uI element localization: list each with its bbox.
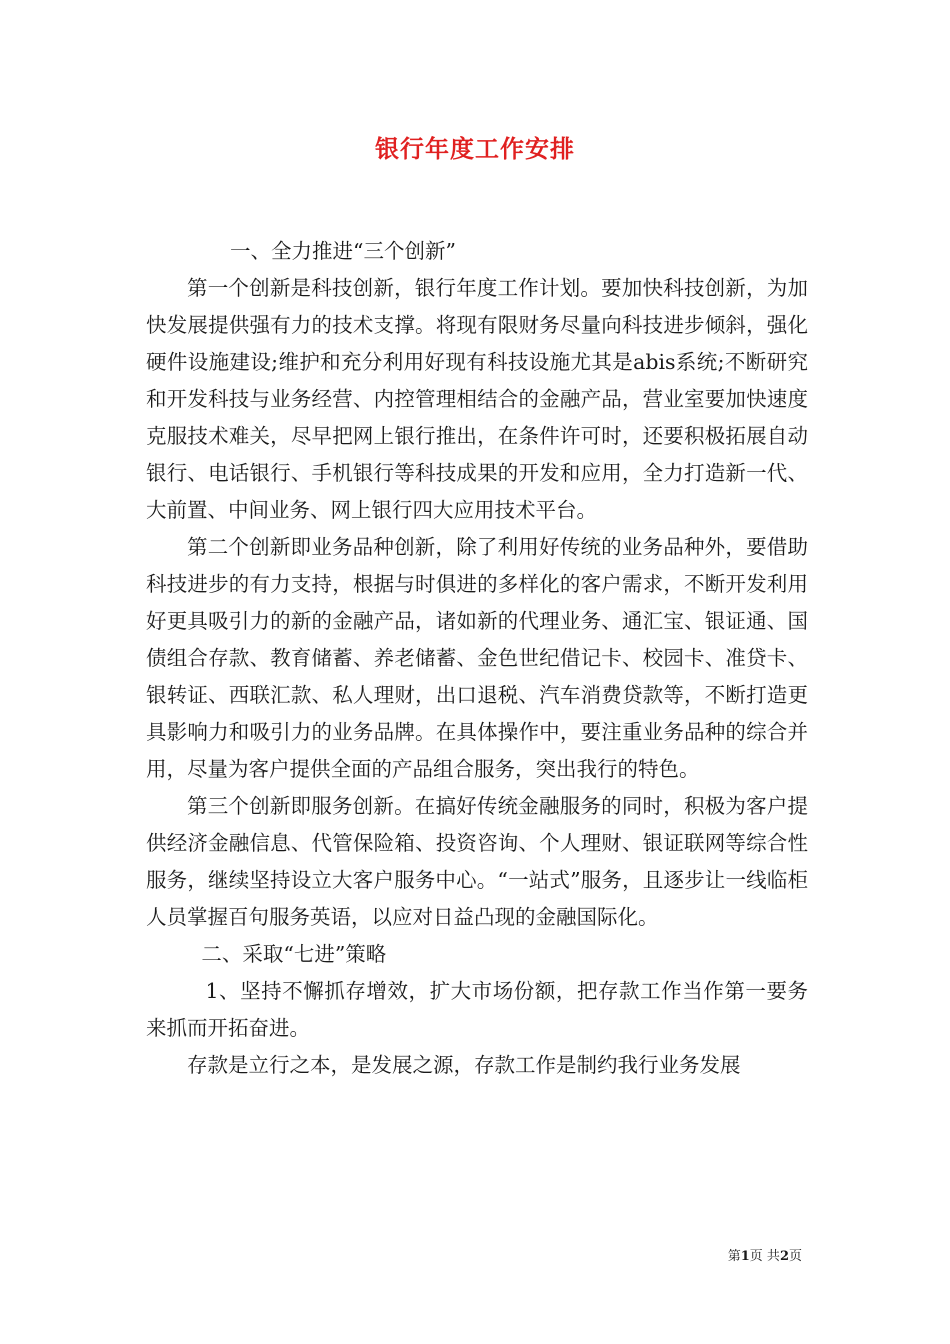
footer-total-pages: 2 (779, 1249, 789, 1264)
document-body (146, 233, 808, 1084)
paragraph: 存款是立行之本，是发展之源，存款工作是制约我行业务发展 (187, 1053, 741, 1077)
page-footer (728, 1248, 802, 1266)
paragraph: 第三个创新即服务创新。在搞好传统金融服务的同时，积极为客户提供经济金融信息、代管保险箱、投资咨询、个人理财、银证联网等综合性服务，继续坚持设立大客户服务中心。“一站式”服务，且逐步让一线临柜人员掌握百句服务英语，以应对日益凸现的金融国际化。 (146, 794, 808, 929)
footer-suffix: 页 (788, 1249, 802, 1264)
document-title: 银行年度工作安排 (375, 134, 575, 163)
paragraph: 第二个创新即业务品种创新，除了利用好传统的业务品种外，要借助科技进步的有力支持，根据与时俱进的多样化的客户需求，不断开发利用好更具吸引力的新的金融产品，诸如新的代理业务、通汇宝、银证通、国债组合存款、教育储蓄、养老储蓄、金色世纪借记卡、校园卡、准贷卡、银转证、西联汇款、私人理财，出口退税、汽车消费贷款等，不断打造更具影响力和吸引力的业务品牌。在具体操作中，要注重业务品种的综合并用，尽量为客户提供全面的产品组合服务，突出我行的特色。 (146, 535, 808, 781)
footer-middle: 页 共 (749, 1249, 780, 1264)
footer-current-page: 1 (740, 1249, 750, 1264)
section-heading: 一、全力推进“三个创新” (230, 239, 457, 263)
paragraph: 1、坚持不懈抓存增效，扩大市场份额，把存款工作当作第一要务来抓而开拓奋进。 (146, 979, 808, 1040)
section-heading: 二、采取“七进”策略 (201, 942, 387, 966)
paragraph: 第一个创新是科技创新，银行年度工作计划。要加快科技创新，为加快发展提供强有力的技术支撑。将现有限财务尽量向科技进步倾斜，强化硬件设施建设;维护和充分利用好现有科技设施尤其是abis系统;不断研究和开发科技与业务经营、内控管理相结合的金融产品，营业室要加快速度克服技术难关，尽早把网上银行推出，在条件许可时，还要积极拓展自动银行、电话银行、手机银行等科技成果的开发和应用，全力打造新一代、大前置、中间业务、网上银行四大应用技术平台。 (146, 276, 808, 522)
footer-prefix: 第 (727, 1249, 741, 1264)
